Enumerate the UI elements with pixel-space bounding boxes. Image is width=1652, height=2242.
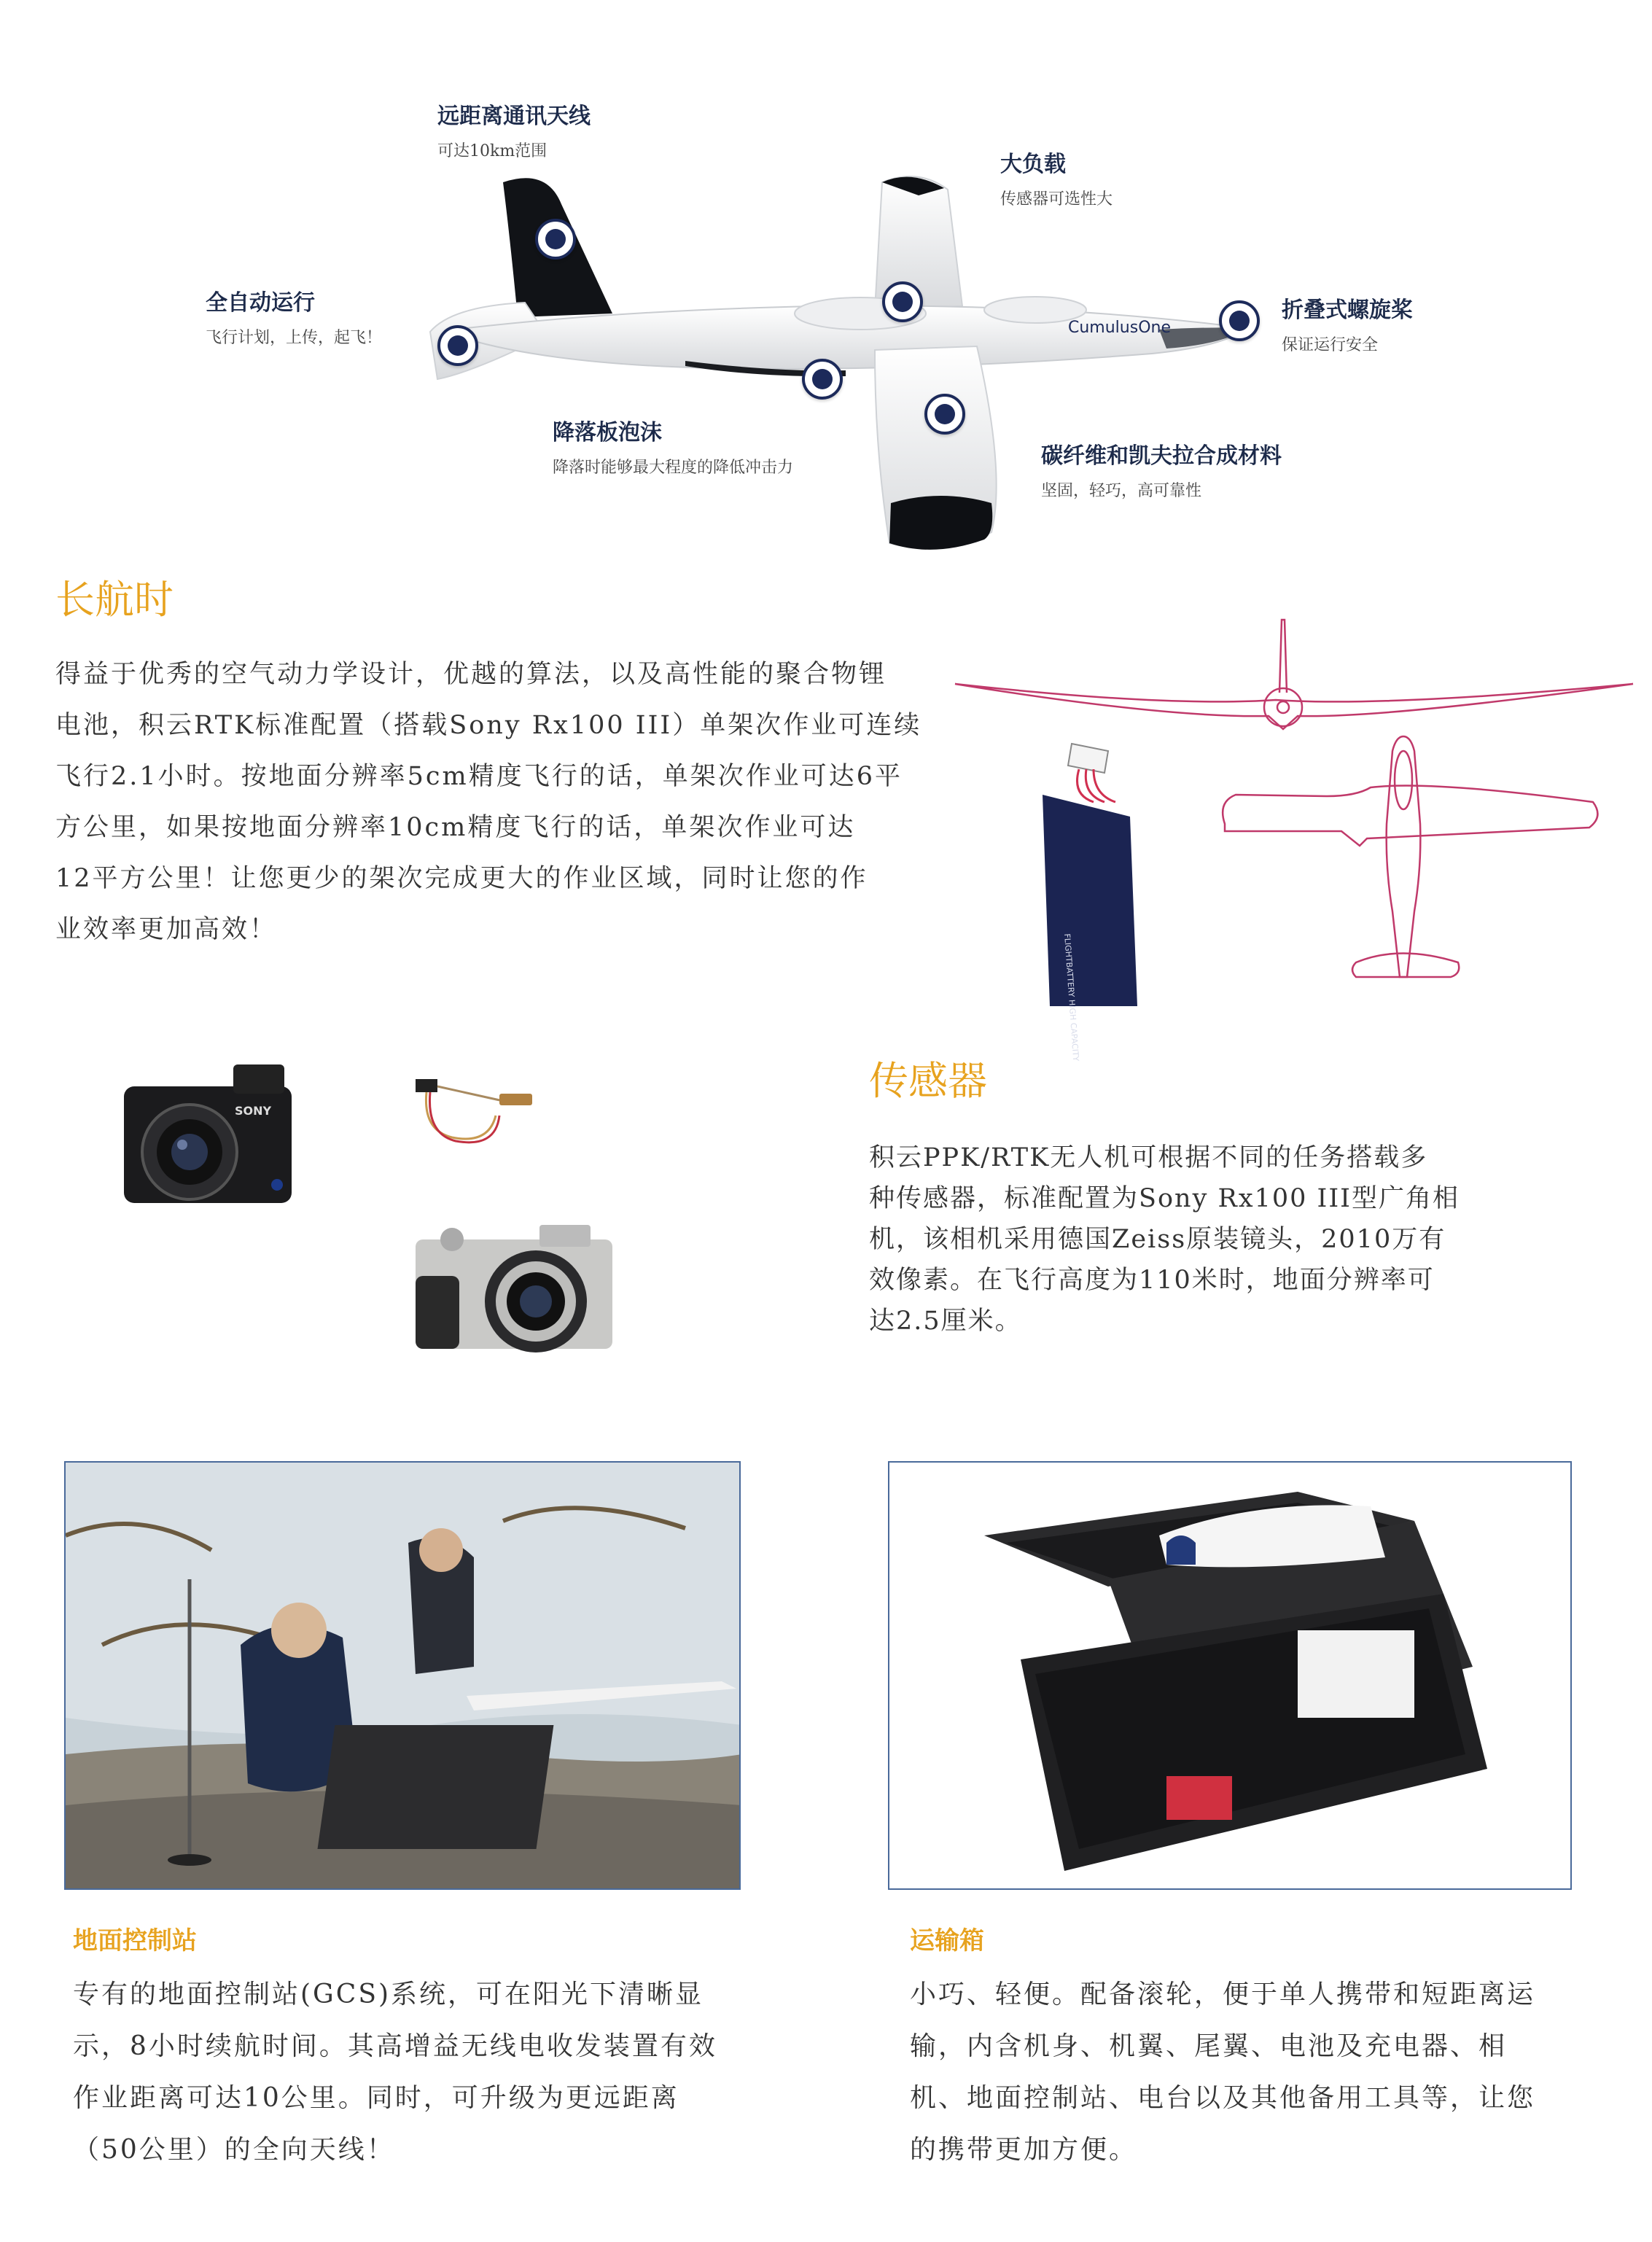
battery-image [1021,729,1166,1062]
endurance-paragraph [55,649,922,955]
paragraph-line: 机、地面控制站、电台以及其他备用工具等，让您 [910,2083,1536,2113]
callout-subtitle: 坚固，轻巧，高可靠性 [1041,482,1202,500]
paragraph-line: 积云PPK/RTK无人机可根据不同的任务搭载多 [869,1143,1428,1172]
callout-title: 碳纤维和凯夫拉合成材料 [1041,443,1282,469]
sensor-cable-image [408,1072,539,1152]
paragraph-line: 输，内含机身、机翼、尾翼、电池及充电器、相 [910,2031,1508,2061]
callout-subtitle: 可达10km范围 [437,142,548,160]
callout-subtitle: 降落时能够最大程度的降低冲击力 [553,459,794,477]
sony-a6000-camera-image [408,1210,627,1363]
paragraph-line: 小巧、轻便。配备滚轮，便于单人携带和短距离运 [910,1980,1536,2009]
callout-materials [1041,437,1282,501]
callout-title: 远距离通讯天线 [437,104,591,129]
paragraph-line: 效像素。在飞行高度为110米时，地面分辨率可 [869,1266,1435,1295]
paragraph-line: 得益于优秀的空气动力学设计，优越的算法，以及高性能的聚合物锂 [55,660,887,689]
transport-case-paragraph [910,1969,1535,2176]
paragraph-line: 电池，积云RTK标准配置（搭载Sony Rx100 III）单架次作业可连续 [55,711,922,740]
callout-title: 折叠式螺旋桨 [1282,297,1413,323]
endurance-title: 长航时 [55,577,174,623]
transport-case-photo [888,1461,1572,1890]
callout-subtitle: 保证运行安全 [1282,336,1379,354]
paragraph-line: 飞行2.1小时。按地面分辨率5cm精度飞行的话，单架次作业可达6平 [55,762,903,791]
callout-subtitle: 飞行计划，上传，起飞！ [206,329,383,347]
callout-antenna [437,98,591,161]
marker-landing-foam[interactable] [802,359,843,400]
paragraph-line: 达2.5厘米。 [869,1307,1022,1336]
battery-label: FLIGHTBATTERY HIGH CAPACITY [1062,933,1081,1062]
paragraph-line: 机，该相机采用德国Zeiss原装镜头，2010万有 [869,1225,1446,1254]
paragraph-line: 业效率更加高效！ [55,915,278,944]
paragraph-line: 示，8小时续航时间。其高增益无线电收发装置有效 [73,2031,717,2061]
ground-station-photo [64,1461,741,1890]
drone-brand-label: CumulusOne [1068,319,1171,337]
paragraph-line: 12平方公里！让您更少的架次完成更大的作业区域，同时让您的作 [55,864,868,893]
callout-propeller [1282,292,1413,355]
marker-materials[interactable] [924,394,965,435]
marker-antenna[interactable] [535,219,576,260]
ground-station-title: 地面控制站 [73,1926,197,1955]
paragraph-line: （50公里）的全向天线！ [73,2135,395,2165]
sony-rx100-camera-image [109,1050,306,1225]
callout-subtitle: 传感器可选性大 [1000,190,1113,209]
marker-payload[interactable] [882,281,923,322]
paragraph-line: 种传感器，标准配置为Sony Rx100 III型广角相 [869,1184,1460,1213]
marker-propeller[interactable] [1219,300,1260,341]
callout-title: 降落板泡沫 [553,420,662,445]
marker-autonomous[interactable] [437,325,478,366]
paragraph-line: 作业距离可达10公里。同时，可升级为更远距离 [73,2083,679,2113]
transport-case-title: 运输箱 [910,1926,984,1955]
paragraph-line: 的携带更加方便。 [910,2135,1138,2165]
callout-title: 全自动运行 [206,290,315,316]
sensors-title: 传感器 [869,1058,987,1104]
callout-landing-foam [553,414,793,478]
paragraph-line: 方公里，如果按地面分辨率10cm精度飞行的话，单架次作业可达 [55,813,856,842]
callout-payload [1000,146,1113,209]
camera-brand-label: SONY [235,1104,272,1118]
paragraph-line: 专有的地面控制站(GCS)系统，可在阳光下清晰显 [73,1980,704,2009]
ground-station-paragraph [73,1969,717,2176]
sensors-paragraph [869,1137,1460,1342]
callout-title: 大负载 [1000,152,1066,177]
callout-autonomous [206,284,382,348]
